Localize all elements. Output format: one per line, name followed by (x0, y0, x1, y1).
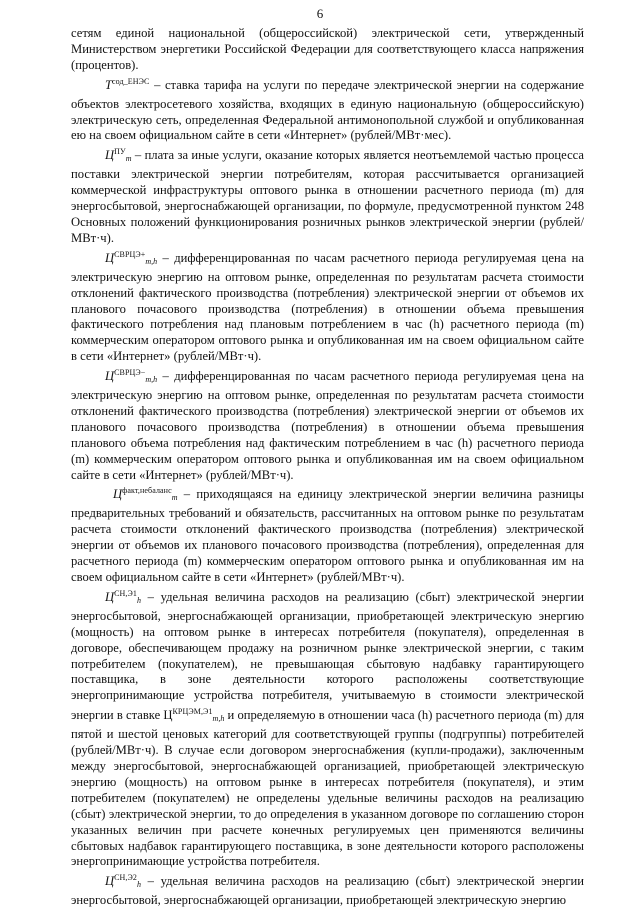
paragraph-text-continued: и определяемую в отношении часа (h) расчетного периода (m) для пятой и шестой ценовых категорий для соответствующей группы (подгруппы) потребителей (рублей/МВт·ч). В случае если договором энергоснабжения (купли-продажи), заключенным между энергосбытовой, энергоснабжающей организацией, приобретающей электрическую энергию (мощность) на оптовом рынке в интересах потребителя (покупателя), и этим потребителем (покупателем) не определены удельные величины расходов на реализацию (сбыт) электрической энергии, то до определения в указанном договоре по соглашению сторон указанных величин при расчете конечных регулируемых цен применяются величины сбытовых надбавок гарантирующего поставщика, в зоне деятельности которого расположены энергопринимающие устройства потребителя. (71, 708, 585, 869)
paragraph-text: – ставка тарифа на услуги по передаче электрической энергии на содержание объектов электросетевого хозяйства, входящих в единую национальную (общероссийскую) электрическую сеть, определенная Федеральной антимонопольной службой и опубликованная ею на своем официальном сайте в сети «Интернет» (рублей/МВт·мес). (71, 77, 584, 143)
paragraph-text: – удельная величина расходов на реализацию (сбыт) электрической энергии энергосбытовой, энергоснабжающей организации, приобретающей электрическую энергию (мощность) на оптовом рынке в интересах потребителя (покупателя), определенная в договоре, обеспечивающем продажу на розничном рынке электрической энергии, с таким потребителем (покупателем), не превышающая сбытовую надбавку гарантирующего поставщика, в зоне деятельности которого расположены соответствующие энергопринимающие устройства потребителя, учитываемую в стоимости электрической энергии в ставке Ц (71, 589, 584, 723)
formula-symbol: $Ц^{СВРЦЭ-}_{m,h}$ (105, 368, 158, 385)
formula-symbol: $Ц^{СН,Э1}_h$ (105, 588, 142, 605)
inline-formula-symbol: $^{КРЦЭМ,Э1}_{m,h}$ (172, 707, 225, 724)
formula-symbol: $Ц^{СВРЦЭ+}_{m,h}$ (105, 249, 158, 266)
paragraph-text: сетям единой национальной (общероссийской) электрической сети, утвержденный Министерством энергетики Российской Федерации для соответствующего класса напряжения (процентов). (71, 26, 584, 72)
paragraph-text: – приходящаяся на единицу электрической энергии величина разницы предварительных требований и обязательств, рассчитанных на оптовом рынке по результатам расчета стоимости отклонений фактического производства (потребления) электрической энергии от объемов их планового почасового производства (потребления), определенная для расчетного периода (m) коммерческим оператором оптового рынка и опубликованная им на своем официальном сайте в сети «Интернет» (рублей/МВт·ч). (71, 487, 584, 584)
paragraph-sn-e2-def (71, 870, 584, 909)
paragraph-svrce-minus-def (71, 365, 584, 483)
paragraph-text: – дифференцированная по часам расчетного периода регулируемая цена на электрическую энергию на оптовом рынке, определенная по результатам расчета стоимости отклонений фактического производства (потребления) электрической энергии от объемов их планового почасового производства (потребления) в отношении объема превышения фактического потребления над плановым потреблением в час (h) расчетного периода (m) коммерческим оператором оптового рынка и опубликованная им на своем официальном сайте в сети «Интернет» (рублей/МВт·ч). (71, 250, 584, 364)
formula-symbol: $Т^{сод\_ЕНЭС}$ (105, 76, 150, 92)
paragraph-sn-e1-def (71, 586, 584, 870)
paragraph-0 (71, 26, 584, 74)
formula-symbol: $Ц^{СН,Э2}_h$ (105, 873, 142, 890)
formula-symbol: $Ц^{ПУ}_m$ (105, 147, 132, 164)
paragraph-text: – дифференцированная по часам расчетного периода регулируемая цена на электрическую энергию на оптовом рынке, определенная по результатам расчета стоимости отклонений фактического производства (потребления) электрической энергии от объемов их планового почасового производства (потребления) в отношении объема превышения планового объема потребления над фактическим потреблением в час (h) расчетного периода (m) коммерческим оператором оптового рынка и опубликованная им на своем официальном сайте в сети «Интернет» (рублей/МВт·ч). (71, 369, 584, 482)
document-body (71, 26, 584, 909)
paragraph-tariff-def (71, 74, 584, 145)
page-number: 6 (316, 6, 324, 21)
formula-symbol: $Ц^{факт,небаланс}_m$ (113, 486, 178, 503)
paragraph-text: – удельная величина расходов на реализацию (сбыт) электрической энергии энергосбытовой, энергоснабжающей организации, приобретающей электрическую энергию (71, 874, 584, 908)
paragraph-text: – плата за иные услуги, оказание которых является неотъемлемой частью процесса поставки электрической энергии потребителям, которая рассчитывается организацией коммерческой инфраструктуры оптового рынка в отношении расчетного периода (m) для энергосбытовой, энергоснабжающей организации, по формуле, предусмотренной пунктом 248 Основных положений функционирования розничных рынков электрической энергии (рублей/МВт·ч). (71, 148, 584, 245)
paragraph-svrce-plus-def (71, 247, 584, 365)
paragraph-pu-def (71, 144, 584, 246)
paragraph-fact-nebalans-def (71, 483, 584, 585)
